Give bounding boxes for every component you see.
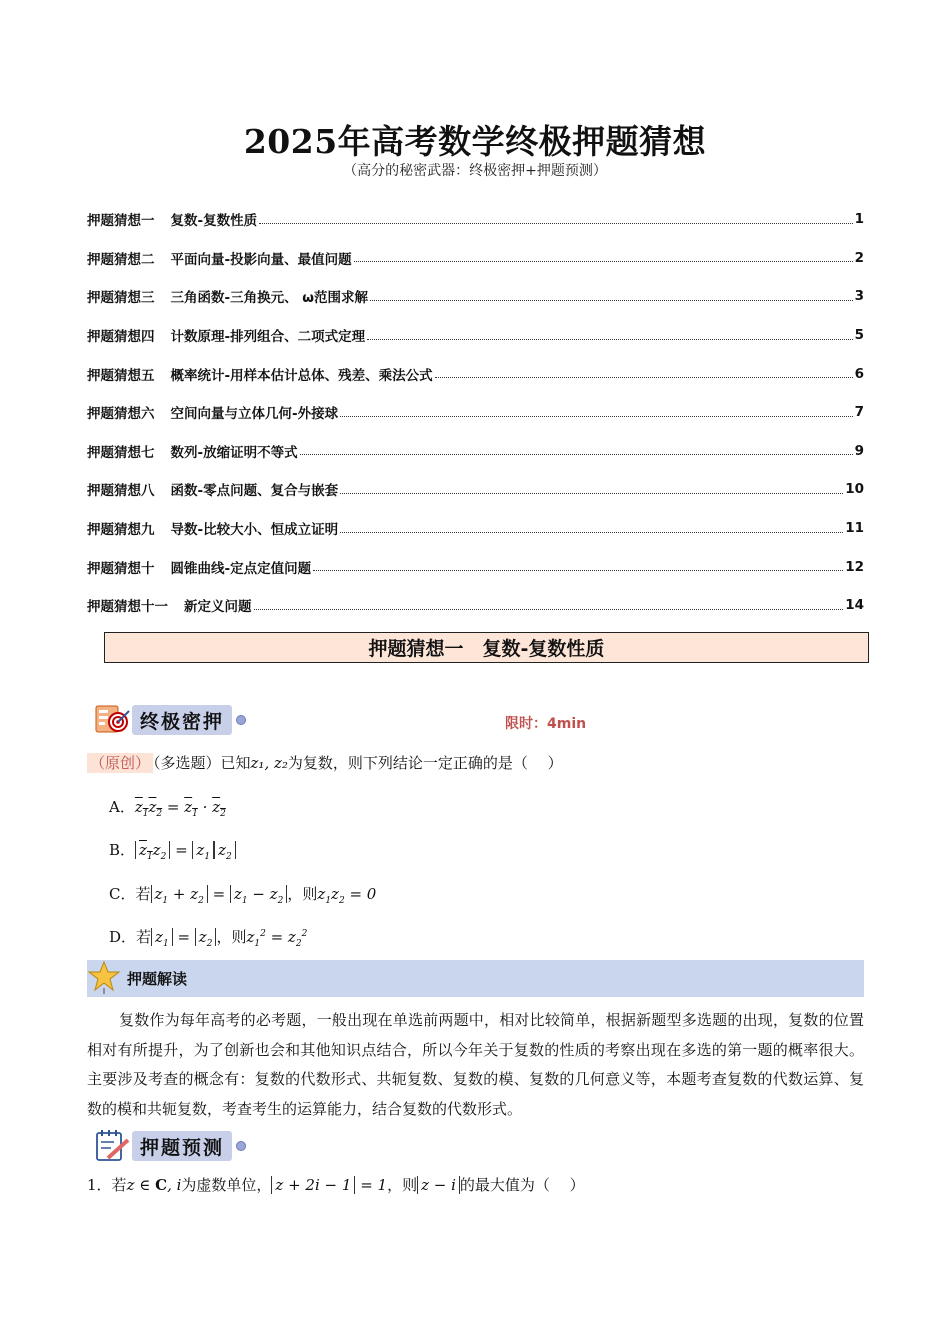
- option-a[interactable]: A．$z_1z_2 = z_1 \cdot z_2$: [109, 798, 226, 819]
- time-limit: 限时：4min: [505, 716, 587, 732]
- toc-item-page: 3: [854, 288, 864, 305]
- toc-item-page: 9: [854, 442, 864, 459]
- option-c[interactable]: C．若 $z_1 + z_2 = z_1 - z_2$ ，则$z_1z_2 = 0$: [109, 885, 377, 906]
- question-suffix: 为复数，则下列结论一定正确的是（ ）: [287, 754, 563, 772]
- toc-leader-dots: [370, 300, 853, 301]
- toc-leader-dots: [254, 609, 844, 610]
- toc-item-topic: 导数-比较大小、恒成立证明: [170, 522, 339, 539]
- toc-item-page: 2: [854, 249, 864, 266]
- toc-item-label: 押题猜想三: [87, 290, 155, 307]
- toc-item-label: 押题猜想五: [87, 367, 155, 384]
- option-label: B．: [109, 841, 136, 859]
- toc-leader-dots: [313, 570, 843, 571]
- notebook-pencil-icon: [94, 1128, 132, 1164]
- badge-label: 终极密押: [132, 705, 232, 735]
- page-subtitle: （高分的秘密武器：终极密押+押题预测）: [343, 163, 607, 179]
- original-tag: （原创）: [87, 753, 153, 773]
- toc-item-page: 7: [854, 404, 864, 421]
- jiedu-header: [87, 960, 864, 997]
- toc-leader-dots: [435, 377, 853, 378]
- badge-label: 押题预测: [132, 1131, 232, 1161]
- toc-item-topic: 概率统计-用样本估计总体、残差、乘法公式: [170, 367, 433, 384]
- toc-item-topic: 空间向量与立体几何-外接球: [170, 406, 339, 423]
- badge-yati-yuce: [94, 1128, 246, 1164]
- target-icon: [94, 702, 132, 738]
- toc-item-label: 押题猜想四: [87, 329, 155, 346]
- toc-item[interactable]: [87, 354, 864, 393]
- toc-item-page: 5: [854, 327, 864, 344]
- toc-item-topic: 三角函数-三角换元、 ω范围求解: [170, 290, 369, 307]
- table-of-contents: [87, 200, 864, 625]
- toc-leader-dots: [340, 493, 843, 494]
- analysis-paragraph: 复数作为每年高考的必考题，一般出现在单选前两题中，相对比较简单，根据新题型多选题的出现，复数的位置相对有所提升，为了创新也会和其他知识点结合，所以今年关于复数的性质的考察出现在多选的第一题的概率很大。主要涉及考查的概念有：复数的代数形式、共轭复数、复数的模、复数的几何意义等，本题考查复数的代数运算、复数的模和共轭复数，考查考生的运算能力，结合复数的代数形式。: [87, 1011, 864, 1118]
- toc-item-label: 押题猜想九: [87, 522, 155, 539]
- question-vars: z₁, z₂: [250, 754, 288, 772]
- toc-item-label: 押题猜想六: [87, 406, 155, 423]
- toc-item-label: 押题猜想七: [87, 444, 155, 461]
- toc-item-topic: 函数-零点问题、复合与嵌套: [170, 483, 339, 500]
- toc-item-topic: 圆锥曲线-定点定值问题: [170, 560, 312, 577]
- badge-dot: [236, 1141, 246, 1151]
- toc-leader-dots: [300, 454, 853, 455]
- toc-item-page: 12: [845, 558, 864, 575]
- toc-item[interactable]: [87, 200, 864, 239]
- toc-item-topic: 计数原理-排列组合、二项式定理: [170, 329, 366, 346]
- toc-item[interactable]: [87, 547, 864, 586]
- toc-item-page: 11: [845, 520, 864, 537]
- toc-item-topic: 平面向量-投影向量、最值问题: [170, 251, 352, 268]
- toc-item-label: 押题猜想八: [87, 483, 155, 500]
- toc-leader-dots: [340, 532, 843, 533]
- question-1: 1．若z ∈ C, i为虚数单位， z + 2i − 1 = 1，则 z − i 的最大值为（ ）: [87, 1176, 585, 1194]
- toc-leader-dots: [354, 261, 853, 262]
- option-label: C．: [109, 885, 136, 903]
- option-label: A．: [109, 798, 135, 816]
- toc-leader-dots: [340, 416, 852, 417]
- toc-item-page: 1: [854, 211, 864, 228]
- star-icon: [87, 960, 121, 998]
- option-d[interactable]: D．若 $z_1 = z_2$ ，则$z_1^2 = z_2^2$: [109, 928, 308, 949]
- toc-item-label: 押题猜想一: [87, 213, 155, 230]
- option-label: D．: [109, 928, 137, 946]
- question-prefix: （多选题）已知: [153, 754, 251, 772]
- page-title: 2025年高考数学终极押题猜想: [243, 122, 707, 161]
- toc-item[interactable]: [87, 239, 864, 278]
- toc-item-label: 押题猜想十: [87, 560, 155, 577]
- toc-item[interactable]: [87, 277, 864, 316]
- toc-leader-dots: [259, 223, 852, 224]
- toc-item-topic: 数列-放缩证明不等式: [170, 444, 298, 461]
- toc-item-topic: 新定义问题: [184, 599, 252, 616]
- toc-item[interactable]: [87, 509, 864, 548]
- toc-item-label: 押题猜想二: [87, 251, 155, 268]
- toc-item-topic: 复数-复数性质: [170, 213, 258, 230]
- toc-item[interactable]: [87, 316, 864, 355]
- jiedu-label: 押题解读: [127, 970, 188, 988]
- option-b[interactable]: B． $z_1z_2 = z_1$ $z_2$: [109, 839, 236, 862]
- toc-item-page: 14: [845, 597, 864, 614]
- toc-item[interactable]: [87, 393, 864, 432]
- toc-leader-dots: [367, 339, 852, 340]
- badge-zhongji-miya: [94, 702, 246, 738]
- toc-item-page: 10: [845, 481, 864, 498]
- toc-item[interactable]: [87, 470, 864, 509]
- question-stem: [87, 752, 563, 773]
- toc-item-page: 6: [854, 365, 864, 382]
- toc-item-label: 押题猜想十一: [87, 599, 168, 616]
- toc-item[interactable]: [87, 432, 864, 471]
- toc-item[interactable]: [87, 586, 864, 625]
- section-banner: 押题猜想一 复数-复数性质: [104, 632, 869, 663]
- badge-dot: [236, 715, 246, 725]
